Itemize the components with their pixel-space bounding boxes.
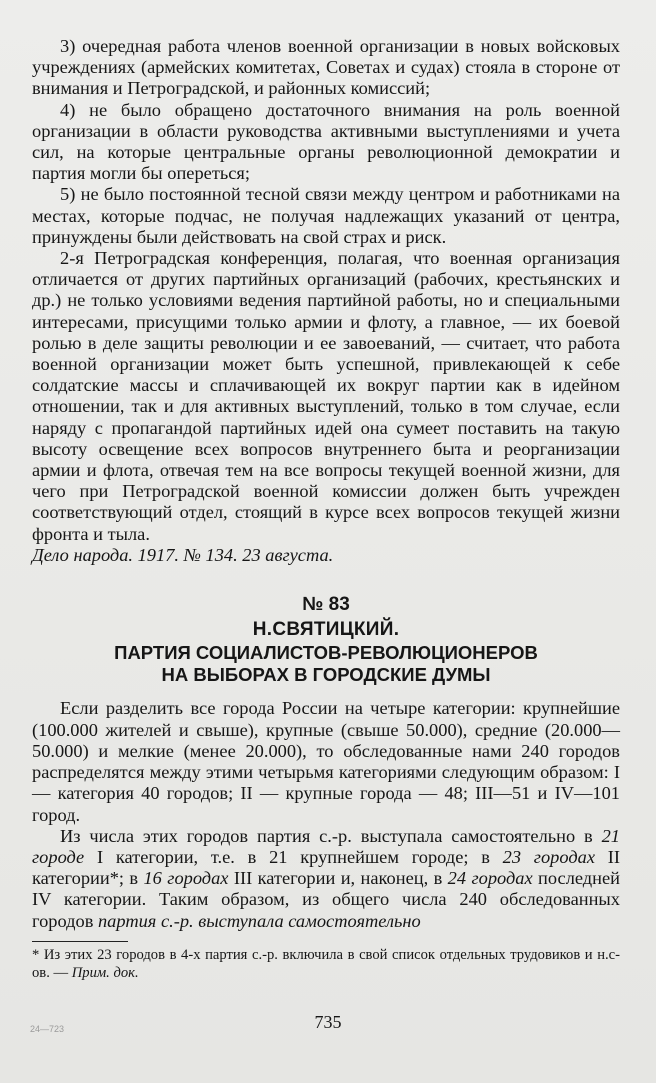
article-paragraph-1: Если разделить все города России на четыре категории: крупнейшие (100.000 жителей и свыше), крупные (свыше 50.000), средние (20.000—50.000) и мелкие (менее 20.000), то обследованные нами 240 городов распределятся между этими четырьмя категориями следующим образом: I — категория 40 городов; II — крупные города — 48; III—51 и IV—101 город.: [32, 698, 620, 825]
article-italic-run: партия с.-р. выступала самостоятельно: [97, 910, 421, 931]
footnote: [32, 946, 620, 982]
footnote-text: * Из этих 23 городов в 4-х партия с.-р. включила в свой список отдельных трудовиков и н.с-ов. —: [32, 947, 620, 981]
document-title: [32, 642, 620, 686]
footnote-italic: Прим. док.: [71, 965, 139, 981]
article-text-run: II категории*; в: [32, 846, 620, 889]
paragraph-point-4: 4) не было обращено достаточного внимания на роль военной организации в области руководства активными выступлениями и учета сил, на которые центральные органы революционной демократии и партия могли бы опереться;: [32, 99, 620, 184]
article-italic-run: 21 городе: [32, 825, 620, 867]
main-text-column: [32, 36, 620, 932]
article-italic-run: 16 городах: [143, 868, 229, 889]
paragraph-conference-resolution: 2-я Петроградская конференция, полагая, что военная организация отличается от других партийных организаций (рабочих, крестьянских и др.) не только условиями ведения партийной работы, но и специальными интересами, присущими только армии и флоту, а главное, — их боевой ролью в деле защиты революции и ее завоеваний, — считает, что работа военной организации может быть успешной, привлекающей к себе солдатские массы и сплачивающей их вокруг партии как в идейном отношении, так и для активных выступлений, только в том случае, если наряду с пропагандой партийных идей она сумеет поставить на такую высоту освещение всех вопросов внутреннего быта и реорганизации армии и флота, отвечая тем на все вопросы текущей военной жизни, для чего при Петроградской военной комиссии должен быть учрежден соответствующий отдел, стоящий в курсе всех вопросов текущей жизни фронта и тыла.: [32, 248, 620, 544]
article-text-run: III категории и, наконец, в: [228, 868, 448, 889]
author-heading: Н.СВЯТИЦКИЙ.: [252, 619, 400, 641]
footnote-rule: [32, 941, 128, 942]
article-text-run: I категории, т.е. в 21 крупнейшем городе; в: [84, 846, 503, 867]
article-italic-run: 24 городах: [447, 868, 533, 889]
title-line-2: НА ВЫБОРАХ В ГОРОДСКИЕ ДУМЫ: [161, 664, 491, 686]
article-text-run: Из числа этих городов партия с.-р. выступала самостоятельно в: [60, 825, 602, 846]
paragraph-point-5: 5) не было постоянной тесной связи между центром и работниками на местах, которые подчас, не получая надлежащих указаний от центра, принуждены были действовать на свой страх и риск.: [32, 184, 620, 247]
page-number: 735: [314, 1012, 342, 1032]
article-paragraph-2: [32, 826, 620, 932]
document-number: № 83: [302, 594, 350, 616]
article-text-run: последней IV категории. Таким образом, из общего числа 240 обследованных городов: [32, 868, 620, 931]
title-line-1: ПАРТИЯ СОЦИАЛИСТОВ-РЕВОЛЮЦИОНЕРОВ: [114, 642, 538, 664]
article-italic-run: 23 городах: [502, 846, 595, 867]
paragraph-point-3: 3) очередная работа членов военной организации в новых войсковых учреждениях (армейских комитетах, Советах и судах) стояла в стороне от внимания и Петроградской, и районных комиссий;: [32, 36, 620, 99]
printer-signature-mark: 24—723: [30, 1024, 65, 1034]
source-citation: Дело народа. 1917. № 134. 23 августа.: [32, 544, 334, 565]
